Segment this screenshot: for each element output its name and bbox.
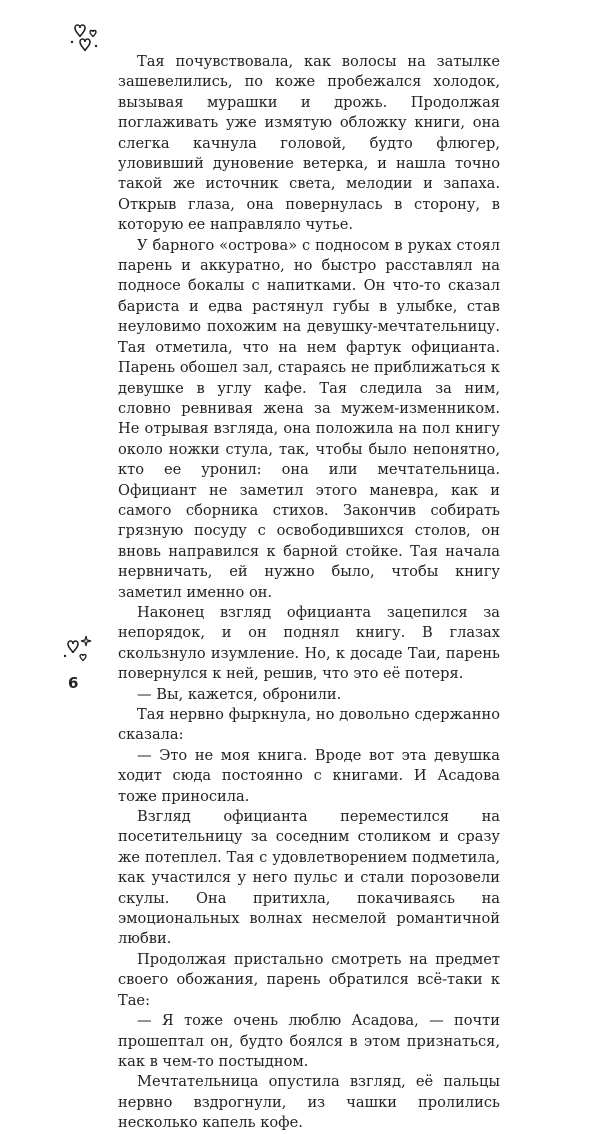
paragraph: Мечтательница опустила взгляд, её пальцы нервно вздрогнули, из чашки пролились несколько капель кофе.: [118, 1073, 500, 1132]
dialog-line: — Я тоже очень люблю Асадова, — почти прошептал он, будто боялся в этом признаться, как в чем-то постыдном.: [118, 1012, 500, 1070]
page-number: 6: [68, 674, 79, 692]
paragraph: Тая почувствовала, как волосы на затылке зашевелились, по коже пробежался холодок, вызывая мурашки и дрожь. Продолжая поглаживать уже измятую обложку книги, она слегка качнула головой, будто флюгер, уловивший дуновение ветерка, и нашла точно такой же источник света, мелодии и запаха. Открыв глаза, она повернулась в сторону, в которую ее направляло чутье.: [118, 53, 500, 234]
paragraph: Наконец взгляд официанта зацепился за непорядок, и он поднял книгу. В глазах скользнуло изумление. Но, к досаде Таи, парень повернулся к ней, решив, что это её потеря.: [118, 603, 500, 683]
paragraph: У барного «острова» с подносом в руках стоял парень и аккуратно, но быстро расставлял на подносе бокалы с напитками. Он что-то сказал бариста и едва растянул губы в улыбке, став неуловимо похожим на девушку-мечтательницу. Тая отметила, что на нем фартук официанта. Парень обошел зал, стараясь не приближаться к девушке в углу кафе. Тая следила за ним, словно ревнивая жена за мужем-изменником. Не отрывая взгляда, она положила на пол книгу около ножки стула, так, чтобы было непонятно, кто ее уронил: она или мечтательница. Официант не заметил этого маневра, как и самого сборника стихов. Закончив собирать грязную посуду с освободившихся столов, он вновь направился к барной стойке. Тая начала нервничать, ей нужно было, чтобы книгу заметил именно он.: [118, 236, 500, 601]
paragraph: Тая нервно фыркнула, но довольно сдержанно сказала:: [118, 706, 500, 744]
dialog-line: — Вы, кажется, обронили.: [137, 685, 342, 703]
page-body: [118, 52, 500, 1134]
heart-sparkle-doodle-icon: [60, 630, 100, 670]
paragraph: Взгляд официанта переместился на посетительницу за соседним столиком и сразу же потеплел. Тая с удовлетворением подметила, как участился у него пульс и стали порозовели скулы. Она притихла, покачиваясь на эмоциональных волнах несмелой романтичной любви.: [118, 808, 500, 948]
dialog-line: — Это не моя книга. Вроде вот эта девушка ходит сюда постоянно с книгами. И Асадова тоже приносила.: [118, 746, 500, 805]
hearts-doodle-icon: [66, 18, 102, 58]
paragraph: Продолжая пристально смотреть на предмет своего обожания, парень обратился всё-таки к Тае:: [118, 950, 500, 1009]
